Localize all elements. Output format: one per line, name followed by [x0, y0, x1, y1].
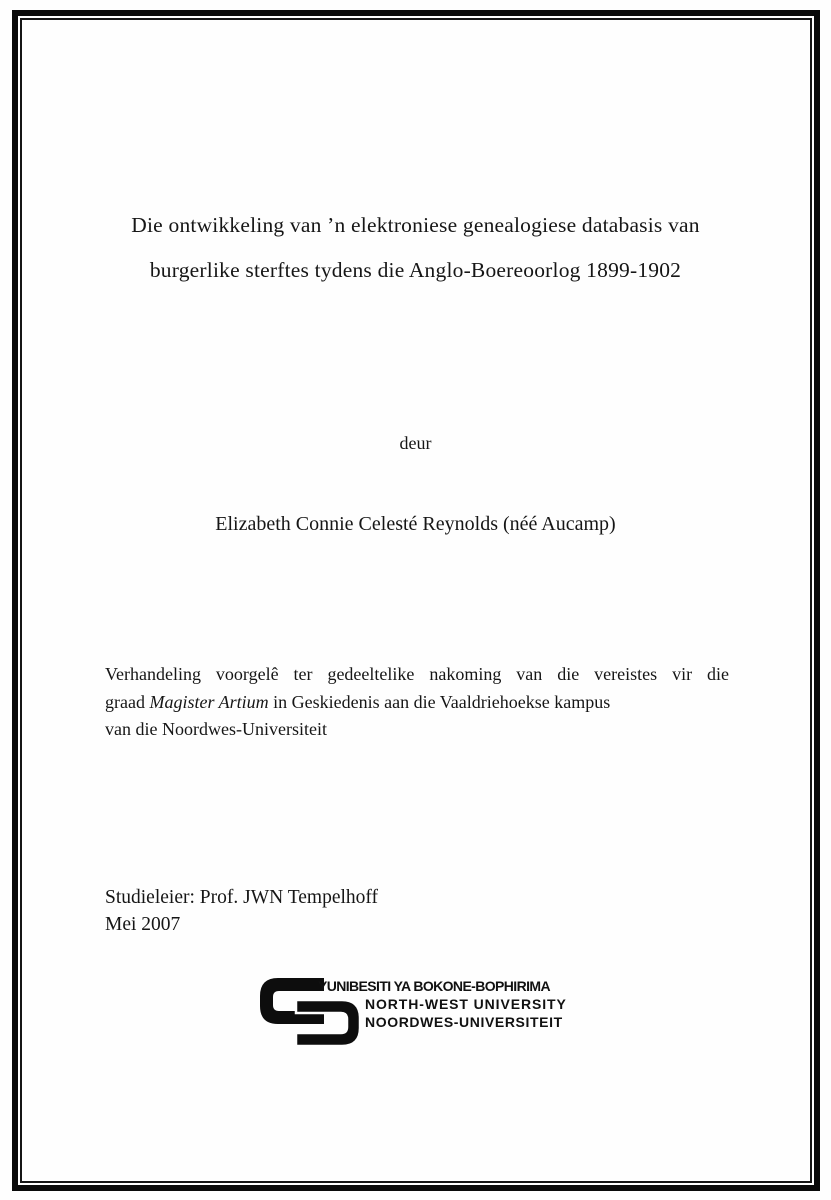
university-logo: [258, 972, 588, 1056]
thesis-title-line2: burgerlike sterftes tydens die Anglo-Boereoorlog 1899-1902: [149, 258, 682, 282]
supervisor-line: Studieleier: Prof. JWN Tempelhoff: [105, 887, 379, 908]
thesis-title: [60, 203, 771, 293]
degree-statement-line2-prefix: graad: [105, 691, 150, 712]
degree-statement-line1: Verhandeling voorgelê ter gedeeltelike nakoming van die vereistes vir die: [105, 664, 729, 684]
university-logo-text: [318, 977, 567, 1031]
degree-statement: [105, 661, 729, 744]
degree-statement-line2-suffix: in Geskiedenis aan die Vaaldriehoekse kampus: [268, 691, 611, 712]
degree-name-italic: Magister Artium: [149, 691, 269, 712]
logo-line-english: NORTH-WEST UNIVERSITY: [365, 996, 567, 1012]
supervisor-block: [105, 884, 378, 938]
author-name: Elizabeth Connie Celesté Reynolds (néé Aucamp): [215, 513, 616, 535]
logo-line-setswana: YUNIBESITI YA BOKONE-BOPHIRIMA: [318, 978, 550, 994]
thesis-title-line1: Die ontwikkeling van ’n elektroniese genealogiese databasis van: [131, 213, 700, 237]
logo-line-afrikaans: NOORDWES-UNIVERSITEIT: [365, 1014, 563, 1030]
degree-statement-line3: van die Noordwes-Universiteit: [105, 719, 327, 739]
date-line: Mei 2007: [105, 914, 181, 935]
degree-statement-line2: [105, 689, 729, 717]
byline-label: deur: [399, 433, 432, 453]
